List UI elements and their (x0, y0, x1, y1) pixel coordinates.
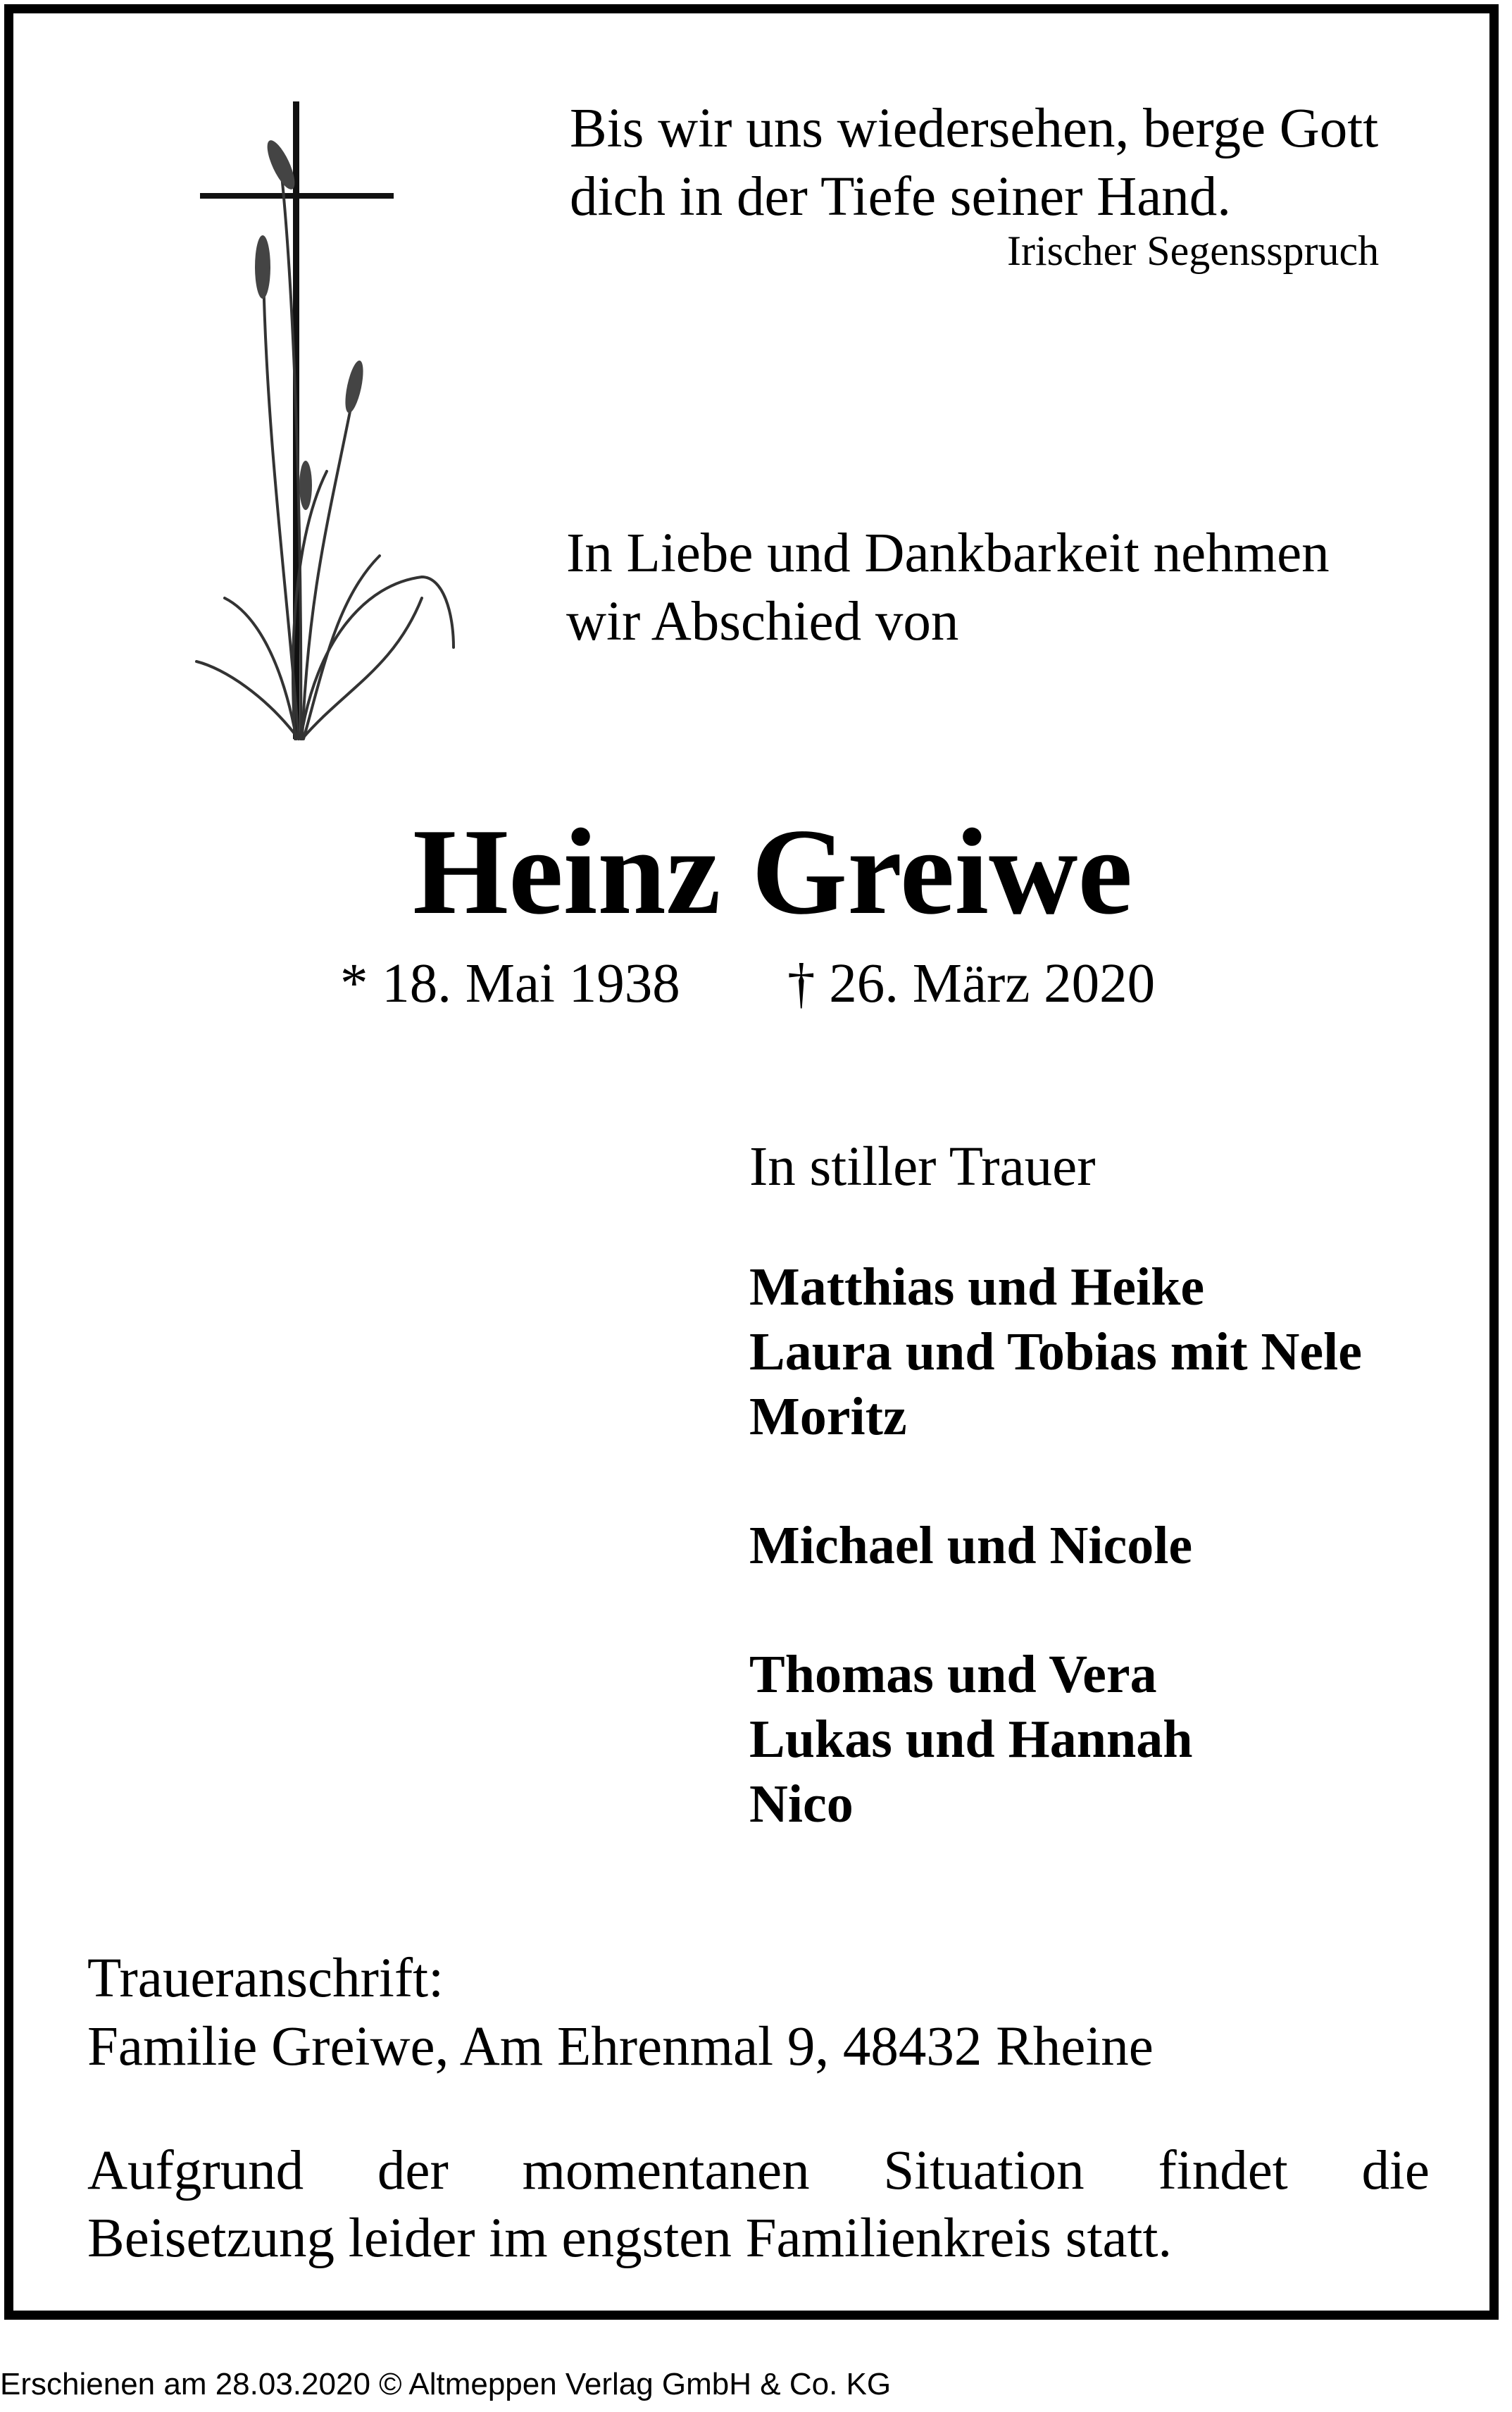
intro-line-1: In Liebe und Dankbarkeit nehmen (566, 523, 1330, 584)
address-text: Familie Greiwe, Am Ehrenmal 9, 48432 Rheine (87, 2016, 1154, 2077)
verse-line-2: dich in der Tiefe seiner Hand. (570, 166, 1232, 228)
mourner-name: Lukas und Hannah (749, 1710, 1193, 1769)
verse-source: Irischer Segensspruch (1007, 228, 1380, 274)
notice-line-2: Beisetzung leider im engsten Familienkreis statt. (87, 2208, 1173, 2269)
mourner-name: Matthias und Heike (749, 1257, 1205, 1317)
mourner-name: Moritz (749, 1387, 907, 1446)
funeral-notice (87, 2137, 1430, 2273)
intro-line-2: wir Abschied von (566, 591, 959, 652)
mourning-address (87, 1944, 1154, 2081)
mourner-name: Michael und Nicole (749, 1516, 1193, 1575)
address-label: Traueranschrift: (87, 1948, 444, 2009)
obituary-frame (4, 4, 1499, 2320)
mourner-name: Thomas und Vera (749, 1645, 1157, 1704)
verse-line-1: Bis wir uns wiedersehen, berge Gott (570, 98, 1379, 159)
verse (570, 94, 1378, 231)
birth-date: * 18. Mai 1938 (340, 953, 680, 1014)
notice-line-1: Aufgrund der momentanen Situation findet die (87, 2140, 1430, 2201)
mourning-heading: In stiller Trauer (749, 1136, 1096, 1198)
intro-text (566, 519, 1330, 656)
cross-with-reeds-icon (182, 91, 478, 746)
mourner-name: Laura und Tobias mit Nele (749, 1322, 1362, 1381)
mourner-name: Nico (749, 1774, 854, 1834)
publication-footer: Erschienen am 28.03.2020 © Altmeppen Verlag GmbH & Co. KG (0, 2367, 892, 2401)
deceased-name: Heinz Greiwe (413, 803, 1133, 940)
death-date: † 26. März 2020 (787, 953, 1156, 1014)
